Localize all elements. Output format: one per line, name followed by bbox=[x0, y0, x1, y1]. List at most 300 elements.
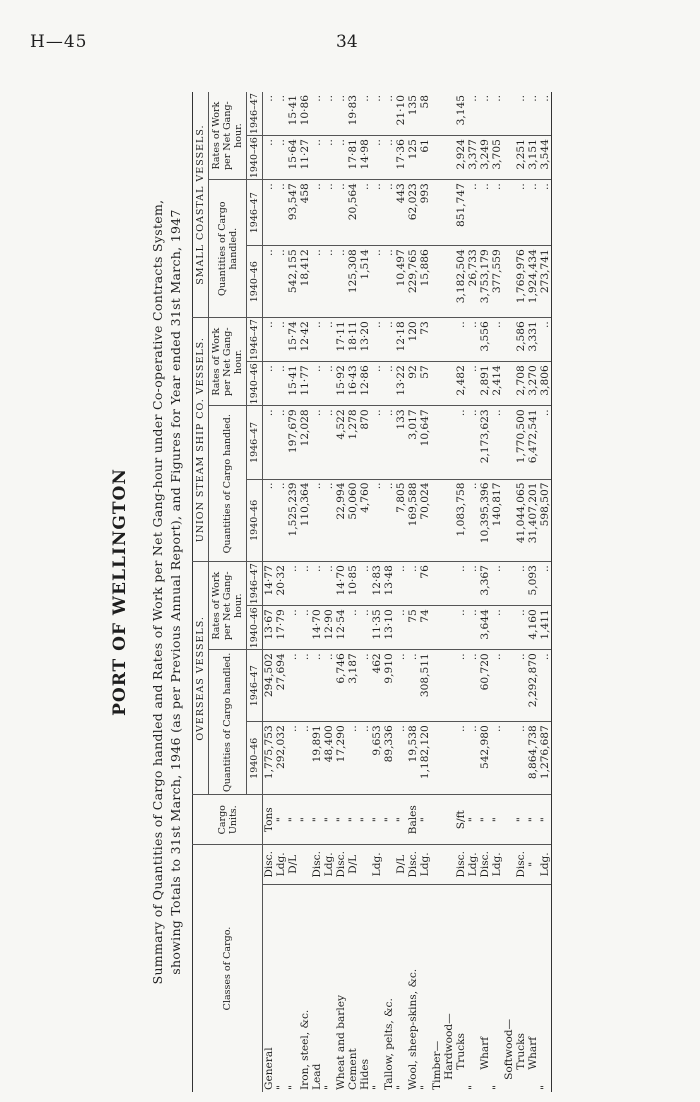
cell-value: .. bbox=[287, 722, 299, 795]
cell-value: 15,886 bbox=[419, 246, 431, 318]
cell-value: 7,805 bbox=[395, 479, 407, 562]
cargo-unit: " bbox=[275, 795, 287, 845]
cell-value bbox=[443, 180, 455, 246]
header-rates: Rates of Work per Net Gang-hour. bbox=[209, 318, 247, 406]
cell-value: 75 bbox=[407, 606, 419, 650]
cell-value: 458 bbox=[299, 180, 311, 246]
cell-value: .. bbox=[395, 650, 407, 722]
cell-value: 10·86 bbox=[299, 92, 311, 136]
cell-value: 4,160 bbox=[527, 606, 539, 650]
cargo-unit: " bbox=[527, 795, 539, 845]
cargo-class: " bbox=[395, 1085, 407, 1090]
cell-value bbox=[503, 92, 515, 136]
cell-value: 2,173,623 bbox=[479, 406, 491, 479]
cell-value bbox=[431, 136, 443, 180]
header-coastal: SMALL COASTAL VESSELS. bbox=[193, 92, 209, 318]
handling-type: Ldg. bbox=[467, 845, 479, 885]
table-row bbox=[467, 92, 479, 1092]
cell-value: .. bbox=[359, 180, 371, 246]
cell-value: 851,747 bbox=[455, 180, 467, 246]
header-quantities: Quantities of Cargo handled. bbox=[209, 406, 247, 562]
cell-value bbox=[443, 650, 455, 722]
cargo-class: Trucks bbox=[455, 1033, 467, 1090]
header-rates: Rates of Work per Net Gang-hour. bbox=[209, 92, 247, 180]
cell-value: .. bbox=[371, 246, 383, 318]
cell-value: 3,331 bbox=[527, 318, 539, 362]
cell-value: .. bbox=[359, 722, 371, 795]
handling-type: " bbox=[527, 845, 539, 885]
cell-value: 1,770,500 bbox=[515, 406, 527, 479]
handling-type: Ldg. bbox=[419, 845, 431, 885]
cell-value: .. bbox=[527, 92, 539, 136]
cargo-unit: " bbox=[359, 795, 371, 845]
cell-value bbox=[431, 479, 443, 562]
table-row bbox=[479, 92, 491, 1092]
cell-value: 58 bbox=[419, 92, 431, 136]
cell-value: .. bbox=[275, 136, 287, 180]
handling-type: D/L bbox=[395, 845, 407, 885]
cell-value bbox=[443, 362, 455, 406]
handling-type: Disc. bbox=[479, 845, 491, 885]
cell-value bbox=[503, 180, 515, 246]
table-row bbox=[311, 92, 323, 1092]
subtitle-line-2: showing Totals to 31st March, 1946 (as per Previous Annual Report), and Figures for Year ended 31st March, 1947 bbox=[168, 209, 183, 975]
cell-value: 125,308 bbox=[347, 246, 359, 318]
cell-value: 14·98 bbox=[359, 136, 371, 180]
table-row bbox=[347, 92, 359, 1092]
header-year: 1946–47 bbox=[247, 92, 263, 136]
handling-type: Ldg. bbox=[323, 845, 335, 885]
table-row bbox=[491, 92, 503, 1092]
cell-value: 15·41 bbox=[287, 362, 299, 406]
cell-value: 9,653 bbox=[371, 722, 383, 795]
cell-value: .. bbox=[371, 479, 383, 562]
cell-value: 89,336 bbox=[383, 722, 395, 795]
cell-value: 50,060 bbox=[347, 479, 359, 562]
header-classes: Classes of Cargo. bbox=[193, 845, 263, 1092]
handling-type bbox=[431, 845, 443, 885]
cell-value: 26,733 bbox=[467, 246, 479, 318]
cell-value: 61 bbox=[419, 136, 431, 180]
cargo-unit: " bbox=[299, 795, 311, 845]
cell-value: .. bbox=[371, 136, 383, 180]
cell-value: 542,155 bbox=[287, 246, 299, 318]
cell-value: .. bbox=[311, 136, 323, 180]
cell-value: .. bbox=[335, 92, 347, 136]
cargo-unit: " bbox=[467, 795, 479, 845]
cell-value bbox=[503, 650, 515, 722]
cell-value: 18·11 bbox=[347, 318, 359, 362]
handling-type bbox=[359, 845, 371, 885]
cargo-class: General bbox=[263, 1047, 275, 1090]
handling-type bbox=[299, 845, 311, 885]
cell-value: 133 bbox=[395, 406, 407, 479]
cell-value: 21·10 bbox=[395, 92, 407, 136]
cargo-unit: " bbox=[371, 795, 383, 845]
cell-value: .. bbox=[491, 180, 503, 246]
cell-value: .. bbox=[491, 406, 503, 479]
cell-value: .. bbox=[311, 362, 323, 406]
cell-value bbox=[431, 650, 443, 722]
cell-value: 993 bbox=[419, 180, 431, 246]
port-title: PORT OF WELLINGTON bbox=[110, 468, 130, 716]
header-year: 1940–46 bbox=[247, 136, 263, 180]
cell-value: 70,024 bbox=[419, 479, 431, 562]
table-row bbox=[359, 92, 371, 1092]
cell-value: .. bbox=[467, 650, 479, 722]
cell-value: .. bbox=[323, 92, 335, 136]
cell-value bbox=[503, 362, 515, 406]
cell-value: .. bbox=[371, 92, 383, 136]
cell-value: .. bbox=[275, 406, 287, 479]
cell-value: 10·85 bbox=[347, 562, 359, 606]
cell-value: .. bbox=[515, 650, 527, 722]
cell-value bbox=[503, 136, 515, 180]
handling-type: Ldg. bbox=[371, 845, 383, 885]
header-year: 1946–47 bbox=[247, 650, 263, 722]
cell-value bbox=[503, 722, 515, 795]
cell-value: 11·35 bbox=[371, 606, 383, 650]
handling-type bbox=[503, 845, 515, 885]
page-id: H—45 bbox=[30, 32, 88, 52]
cargo-class: " bbox=[467, 1085, 479, 1090]
cargo-class: Hardwood— bbox=[443, 1013, 455, 1090]
cell-value: .. bbox=[515, 722, 527, 795]
cell-value: 3,644 bbox=[479, 606, 491, 650]
cell-value: .. bbox=[335, 136, 347, 180]
cell-value: .. bbox=[455, 562, 467, 606]
cell-value: 3,753,179 bbox=[479, 246, 491, 318]
cell-value: .. bbox=[311, 318, 323, 362]
cell-value: 1,525,239 bbox=[287, 479, 299, 562]
cell-value: .. bbox=[323, 362, 335, 406]
cell-value: .. bbox=[323, 136, 335, 180]
handling-type bbox=[383, 845, 395, 885]
cell-value: .. bbox=[491, 92, 503, 136]
cell-value: 17·81 bbox=[347, 136, 359, 180]
cell-value: .. bbox=[527, 180, 539, 246]
cell-value: 48,400 bbox=[323, 722, 335, 795]
cell-value: .. bbox=[491, 722, 503, 795]
table-row bbox=[515, 92, 527, 1092]
table-row bbox=[539, 92, 552, 1092]
cell-value: 12,028 bbox=[299, 406, 311, 479]
table-row bbox=[419, 92, 431, 1092]
cell-value: 10,497 bbox=[395, 246, 407, 318]
cell-value: 2,251 bbox=[515, 136, 527, 180]
cargo-unit bbox=[431, 795, 443, 845]
cargo-class: Cement bbox=[347, 1048, 359, 1090]
cell-value: .. bbox=[299, 562, 311, 606]
cell-value: 135 bbox=[407, 92, 419, 136]
handling-type: Disc. bbox=[311, 845, 323, 885]
handling-type: Disc. bbox=[263, 845, 276, 885]
cell-value bbox=[503, 562, 515, 606]
cell-value: 16·43 bbox=[347, 362, 359, 406]
cell-value: .. bbox=[311, 650, 323, 722]
cargo-class: Wharf bbox=[527, 1036, 539, 1090]
header-union: UNION STEAM SHIP CO. VESSELS. bbox=[193, 318, 209, 562]
cell-value: 9,910 bbox=[383, 650, 395, 722]
cell-value: 3,270 bbox=[527, 362, 539, 406]
cell-value: .. bbox=[263, 362, 276, 406]
cell-value: 15·74 bbox=[287, 318, 299, 362]
cell-value: .. bbox=[515, 606, 527, 650]
cell-value: 2,924 bbox=[455, 136, 467, 180]
cell-value: 31,407,201 bbox=[527, 479, 539, 562]
header-year: 1946–47 bbox=[247, 562, 263, 606]
cell-value: .. bbox=[323, 246, 335, 318]
handling-type: Disc. bbox=[515, 845, 527, 885]
cargo-unit: " bbox=[479, 795, 491, 845]
cell-value: .. bbox=[323, 318, 335, 362]
cargo-class: " bbox=[287, 1085, 299, 1090]
cell-value: .. bbox=[335, 180, 347, 246]
cell-value: 3,249 bbox=[479, 136, 491, 180]
cell-value: 1,775,753 bbox=[263, 722, 276, 795]
cell-value bbox=[443, 722, 455, 795]
table-row bbox=[299, 92, 311, 1092]
cargo-class: Iron, steel, &c. bbox=[299, 1009, 311, 1090]
table-row bbox=[395, 92, 407, 1092]
cell-value: 92 bbox=[407, 362, 419, 406]
cell-value: .. bbox=[515, 562, 527, 606]
cell-value: .. bbox=[467, 722, 479, 795]
table-row bbox=[371, 92, 383, 1092]
header-quantities: Quantities of Cargo handled. bbox=[209, 650, 247, 795]
cell-value: 3,151 bbox=[527, 136, 539, 180]
cell-value: 197,679 bbox=[287, 406, 299, 479]
cell-value: .. bbox=[479, 92, 491, 136]
cell-value: .. bbox=[323, 406, 335, 479]
cell-value: .. bbox=[275, 479, 287, 562]
cell-value: .. bbox=[263, 180, 276, 246]
cell-value: 57 bbox=[419, 362, 431, 406]
cargo-class: Softwood— bbox=[503, 1018, 515, 1090]
cell-value: 1,411 bbox=[539, 606, 552, 650]
header-year: 1946–47 bbox=[247, 318, 263, 362]
cell-value bbox=[431, 722, 443, 795]
cell-value: 870 bbox=[359, 406, 371, 479]
cell-value: .. bbox=[479, 180, 491, 246]
cargo-unit: " bbox=[311, 795, 323, 845]
cargo-unit: " bbox=[395, 795, 407, 845]
cell-value: .. bbox=[323, 479, 335, 562]
cargo-unit: " bbox=[335, 795, 347, 845]
cell-value: .. bbox=[539, 650, 552, 722]
cell-value: .. bbox=[383, 92, 395, 136]
cell-value: 13·10 bbox=[383, 606, 395, 650]
cell-value: 60,720 bbox=[479, 650, 491, 722]
cell-value: .. bbox=[395, 606, 407, 650]
cell-value: .. bbox=[455, 606, 467, 650]
cell-value: 93,547 bbox=[287, 180, 299, 246]
cell-value: 14·77 bbox=[263, 562, 276, 606]
cell-value: 17,290 bbox=[335, 722, 347, 795]
cargo-unit: " bbox=[323, 795, 335, 845]
cell-value bbox=[443, 479, 455, 562]
cell-value: 120 bbox=[407, 318, 419, 362]
cell-value bbox=[503, 406, 515, 479]
handling-type: Ldg. bbox=[491, 845, 503, 885]
header-year: 1940–46 bbox=[247, 722, 263, 795]
cell-value bbox=[431, 180, 443, 246]
cell-value bbox=[431, 562, 443, 606]
cell-value: 110,364 bbox=[299, 479, 311, 562]
cell-value: .. bbox=[491, 650, 503, 722]
cell-value bbox=[443, 246, 455, 318]
cargo-unit: " bbox=[491, 795, 503, 845]
cell-value: .. bbox=[287, 606, 299, 650]
cargo-class: Wool, sheep-skins, &c. bbox=[407, 968, 419, 1090]
page-number: 34 bbox=[336, 32, 358, 52]
handling-type: Disc. bbox=[407, 845, 419, 885]
table-row bbox=[323, 92, 335, 1092]
cell-value bbox=[431, 606, 443, 650]
cell-value: .. bbox=[311, 246, 323, 318]
cell-value bbox=[443, 136, 455, 180]
cell-value: 8,864,738 bbox=[527, 722, 539, 795]
cell-value: .. bbox=[263, 479, 276, 562]
cell-value: .. bbox=[299, 606, 311, 650]
cell-value: 13·48 bbox=[383, 562, 395, 606]
cell-value: .. bbox=[383, 246, 395, 318]
cell-value: 62,023 bbox=[407, 180, 419, 246]
cell-value: 17·36 bbox=[395, 136, 407, 180]
cell-value: 3,377 bbox=[467, 136, 479, 180]
cell-value: .. bbox=[371, 318, 383, 362]
cell-value: .. bbox=[371, 180, 383, 246]
cargo-table bbox=[192, 92, 552, 1092]
handling-type: Ldg. bbox=[275, 845, 287, 885]
cell-value: 12·42 bbox=[299, 318, 311, 362]
cell-value: 13·22 bbox=[395, 362, 407, 406]
cell-value: .. bbox=[335, 246, 347, 318]
table-row bbox=[335, 92, 347, 1092]
cell-value: .. bbox=[539, 92, 552, 136]
cell-value: .. bbox=[275, 362, 287, 406]
cell-value: 3,556 bbox=[479, 318, 491, 362]
cell-value bbox=[503, 318, 515, 362]
cell-value bbox=[431, 406, 443, 479]
cargo-unit: Bales bbox=[407, 795, 419, 845]
cell-value bbox=[431, 92, 443, 136]
cell-value: 140,817 bbox=[491, 479, 503, 562]
cell-value: 1,514 bbox=[359, 246, 371, 318]
cell-value: 2,708 bbox=[515, 362, 527, 406]
cargo-class: " bbox=[323, 1085, 335, 1090]
cell-value: 1,924,434 bbox=[527, 246, 539, 318]
cell-value: 10,647 bbox=[419, 406, 431, 479]
cell-value: 76 bbox=[419, 562, 431, 606]
cell-value: 3,187 bbox=[347, 650, 359, 722]
cargo-class: Wheat and barley bbox=[335, 994, 347, 1090]
cargo-unit: S/ft bbox=[455, 795, 467, 845]
handling-type: Ldg. bbox=[539, 845, 552, 885]
cell-value: 6,746 bbox=[335, 650, 347, 722]
handling-type bbox=[443, 845, 455, 885]
table-row bbox=[383, 92, 395, 1092]
cell-value: 1,769,976 bbox=[515, 246, 527, 318]
cell-value: .. bbox=[491, 318, 503, 362]
cell-value: .. bbox=[263, 92, 276, 136]
cell-value: .. bbox=[383, 318, 395, 362]
cell-value: 294,502 bbox=[263, 650, 276, 722]
cargo-unit: " bbox=[515, 795, 527, 845]
header-quantities: Quantities of Cargo handled. bbox=[209, 180, 247, 318]
cell-value: 3,145 bbox=[455, 92, 467, 136]
table-row bbox=[263, 92, 276, 1092]
cell-value: 542,980 bbox=[479, 722, 491, 795]
cell-value: .. bbox=[407, 562, 419, 606]
cell-value: .. bbox=[395, 722, 407, 795]
cell-value: .. bbox=[371, 362, 383, 406]
cell-value: 11·27 bbox=[299, 136, 311, 180]
cell-value: 3,017 bbox=[407, 406, 419, 479]
cell-value: 14·70 bbox=[311, 606, 323, 650]
handling-type: D/L bbox=[287, 845, 299, 885]
cargo-unit: Tons bbox=[263, 795, 276, 845]
cell-value: .. bbox=[275, 92, 287, 136]
cell-value: .. bbox=[539, 562, 552, 606]
cargo-class: Wharf bbox=[479, 1036, 491, 1090]
cell-value: .. bbox=[287, 650, 299, 722]
cell-value: 1,276,687 bbox=[539, 722, 552, 795]
cargo-unit: " bbox=[383, 795, 395, 845]
cell-value: .. bbox=[263, 318, 276, 362]
cell-value bbox=[431, 246, 443, 318]
cell-value bbox=[443, 406, 455, 479]
cell-value: .. bbox=[311, 92, 323, 136]
cell-value: .. bbox=[539, 318, 552, 362]
cell-value: .. bbox=[467, 406, 479, 479]
cell-value: 22,994 bbox=[335, 479, 347, 562]
cell-value bbox=[431, 362, 443, 406]
cell-value: .. bbox=[515, 92, 527, 136]
cell-value: 19,538 bbox=[407, 722, 419, 795]
cell-value: 19,891 bbox=[311, 722, 323, 795]
cell-value: .. bbox=[275, 318, 287, 362]
cell-value: 11·77 bbox=[299, 362, 311, 406]
header-year: 1940–46 bbox=[247, 479, 263, 562]
header-year: 1946–47 bbox=[247, 180, 263, 246]
cell-value: .. bbox=[491, 562, 503, 606]
cell-value: 3,367 bbox=[479, 562, 491, 606]
cargo-class: Trucks bbox=[515, 1033, 527, 1090]
cell-value bbox=[443, 606, 455, 650]
cell-value: .. bbox=[347, 606, 359, 650]
cargo-unit: " bbox=[347, 795, 359, 845]
table-row bbox=[431, 92, 443, 1092]
cargo-class: " bbox=[371, 1085, 383, 1090]
cell-value bbox=[503, 479, 515, 562]
cell-value: 377,559 bbox=[491, 246, 503, 318]
table-row bbox=[527, 92, 539, 1092]
cell-value: 6,472,541 bbox=[527, 406, 539, 479]
table-body bbox=[263, 92, 552, 1092]
cargo-unit: " bbox=[539, 795, 552, 845]
cell-value: .. bbox=[407, 650, 419, 722]
cell-value: 17·11 bbox=[335, 318, 347, 362]
rotated-content bbox=[110, 92, 670, 1092]
cell-value: 15·92 bbox=[335, 362, 347, 406]
cell-value: .. bbox=[275, 246, 287, 318]
cell-value: 2,414 bbox=[491, 362, 503, 406]
cell-value: 5,093 bbox=[527, 562, 539, 606]
cell-value: 73 bbox=[419, 318, 431, 362]
cargo-class: Lead bbox=[311, 1063, 323, 1090]
handling-type: Disc. bbox=[335, 845, 347, 885]
